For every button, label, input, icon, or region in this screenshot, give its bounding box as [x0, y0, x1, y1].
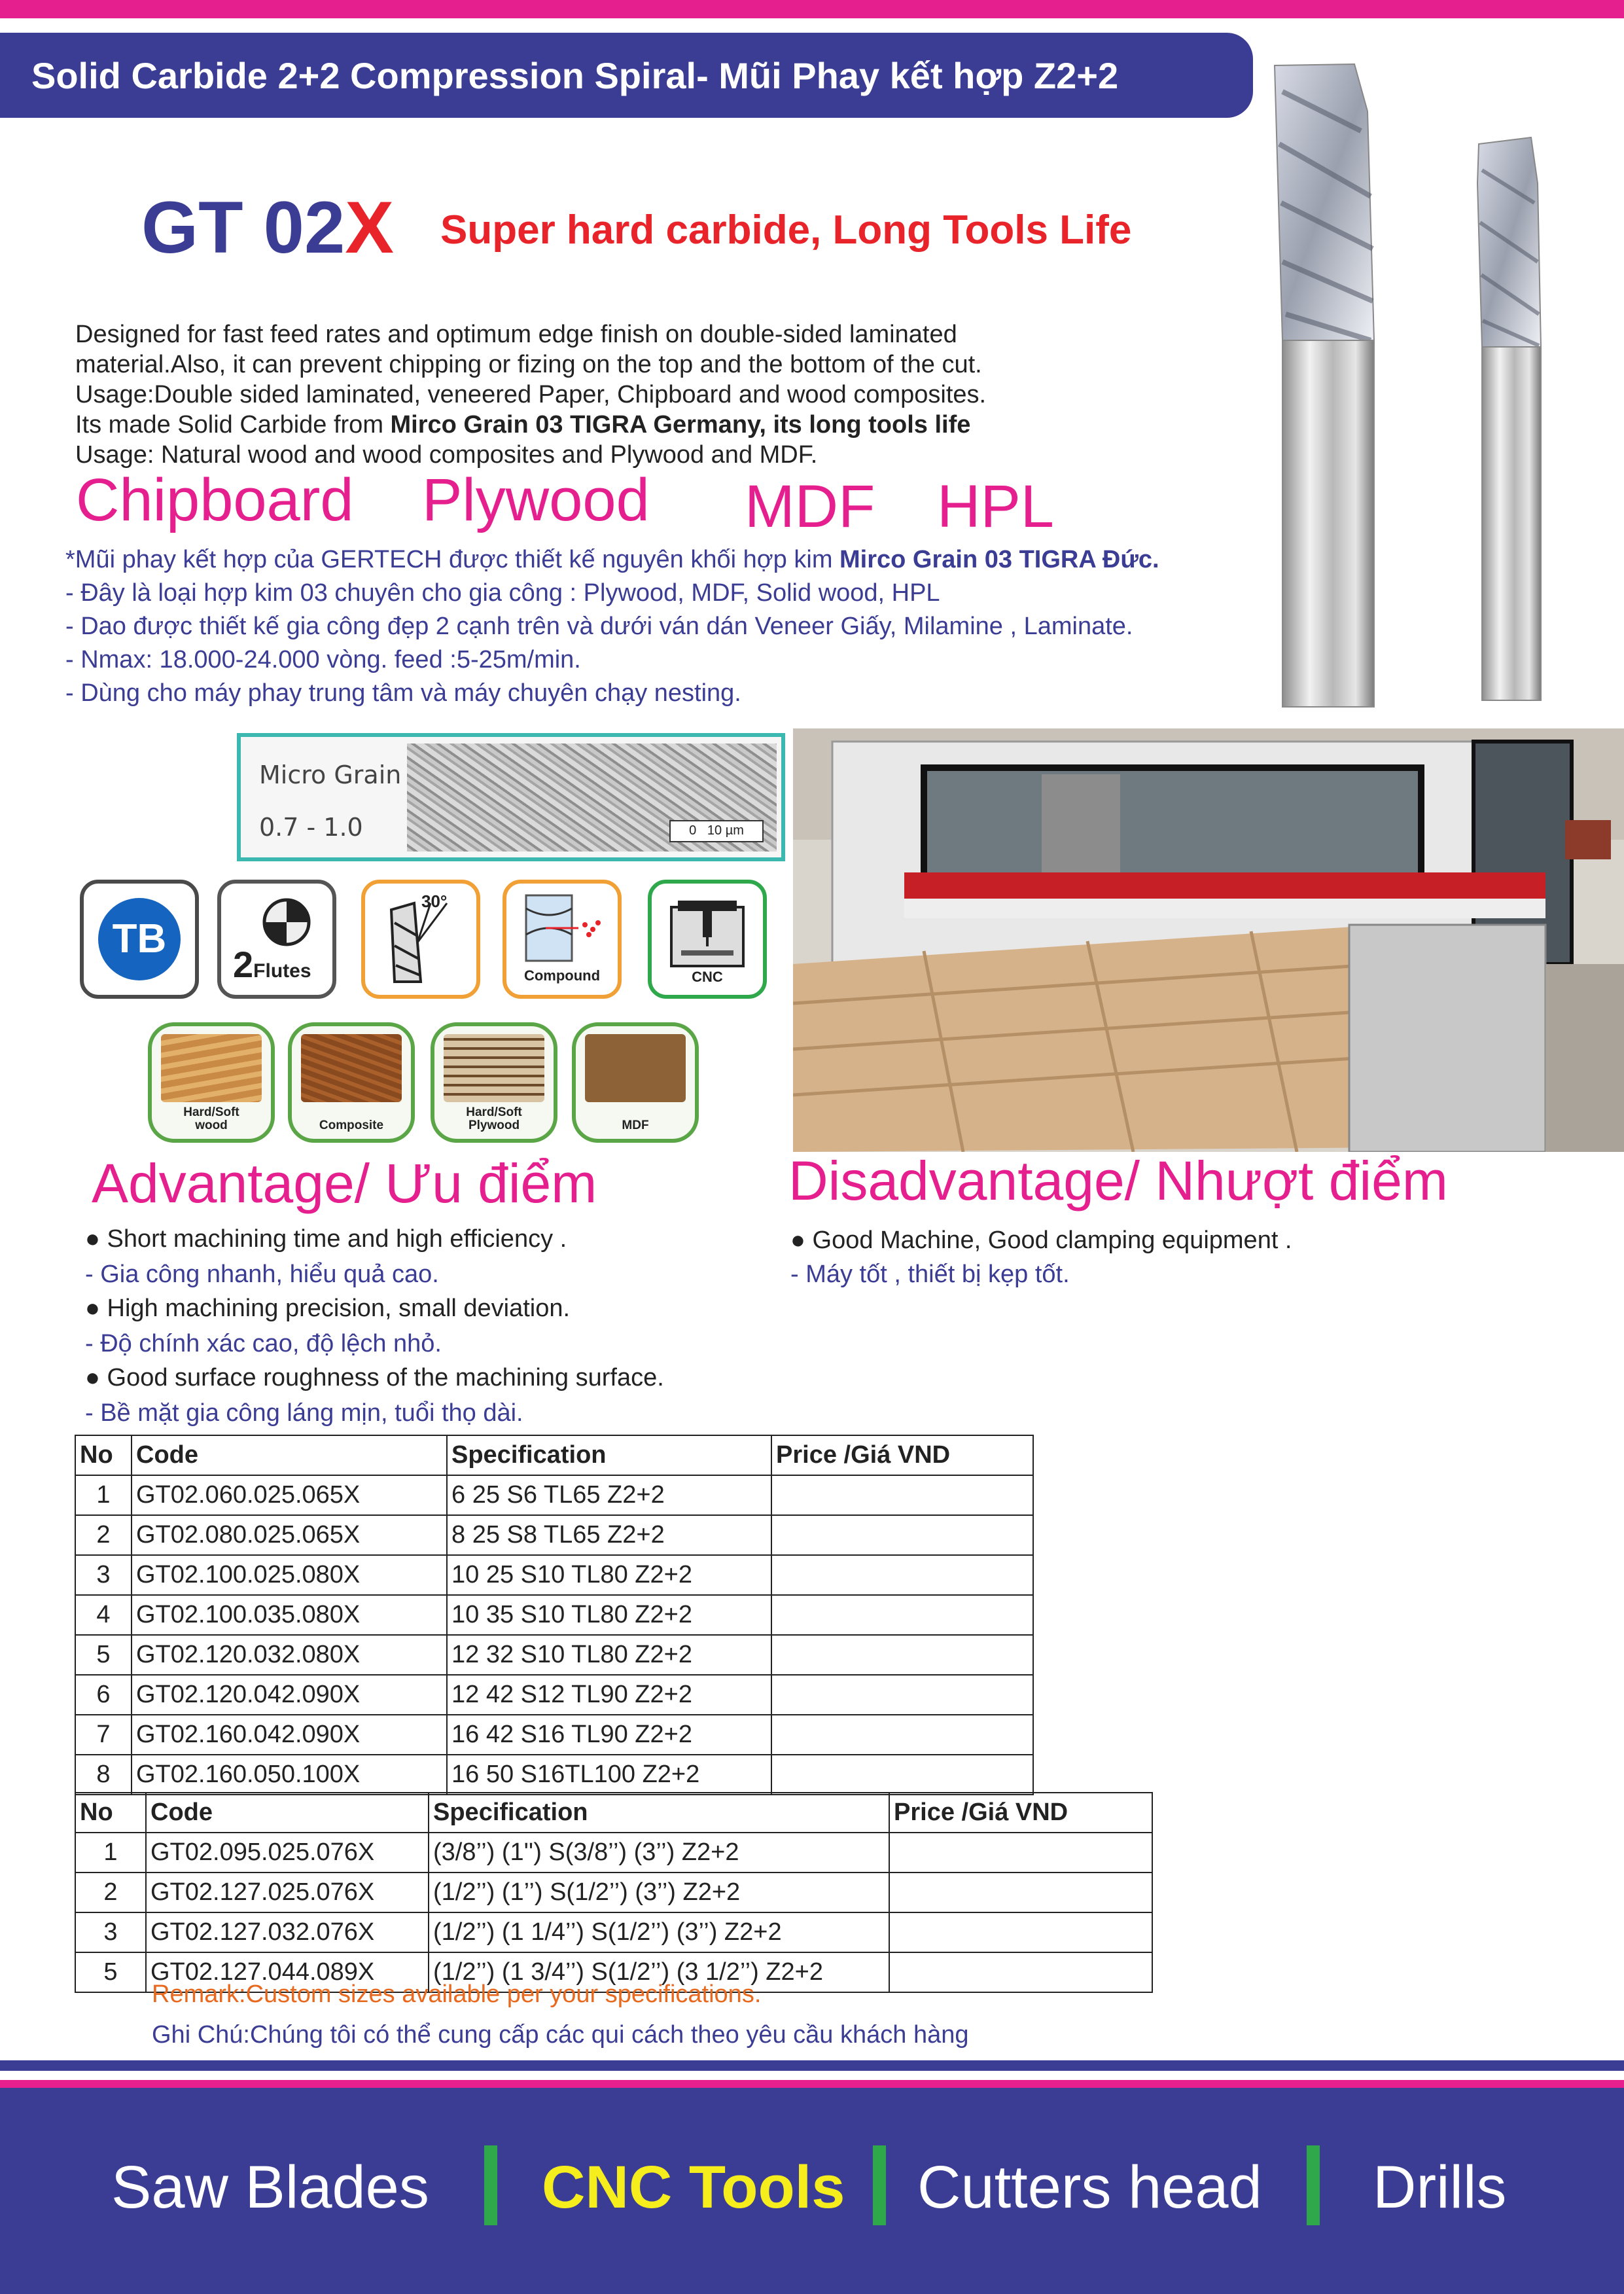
- product-code-main: GT 02: [141, 187, 345, 268]
- table-header-row: [75, 1793, 1152, 1833]
- advantage-item-en: ● High machining precision, small deviation.: [85, 1295, 571, 1322]
- cell-price: [771, 1755, 1033, 1795]
- table-row: [75, 1755, 1033, 1795]
- material-icon-mdf: [572, 1022, 699, 1143]
- two-flutes-text: Flutes: [253, 960, 311, 982]
- cell-code: GT02.160.050.100X: [132, 1755, 447, 1795]
- material-chipboard: Chipboard: [76, 467, 354, 533]
- material-icon-hardsoft-wood: [148, 1022, 275, 1143]
- two-flutes-icon: [217, 880, 336, 999]
- product-code: [141, 187, 394, 268]
- cell-code: GT02.127.044.089X: [146, 1952, 429, 1992]
- material-icon-composite: [288, 1022, 415, 1143]
- cell-price: [771, 1675, 1033, 1715]
- material-plywood: Plywood: [422, 467, 650, 533]
- micro-grain-range: 0.7 - 1.0: [259, 813, 363, 842]
- col-header-no: No: [75, 1435, 132, 1475]
- cell-no: 1: [75, 1475, 132, 1515]
- table-row: [75, 1675, 1033, 1715]
- col-header-specification: Specification: [447, 1435, 771, 1475]
- cnc-icon: [648, 880, 767, 999]
- table-row: [75, 1912, 1152, 1952]
- cell-no: 5: [75, 1635, 132, 1675]
- micro-grain-label: Micro Grain: [259, 761, 402, 789]
- disadvantage-heading: Disadvantage/ Nhượt điểm: [788, 1150, 1448, 1211]
- compound-icon: [503, 880, 622, 999]
- footer-item-saw-blades[interactable]: Saw Blades: [111, 2154, 429, 2221]
- description-line: Designed for fast feed rates and optimum edge finish on double-sided laminated: [75, 321, 957, 348]
- micro-grain-scale: [669, 820, 764, 842]
- advantage-item-vn: - Gia công nhanh, hiểu quả cao.: [85, 1261, 439, 1288]
- advantage-item-en: ● Short machining time and high efficiency .: [85, 1225, 567, 1253]
- remark-text: Remark:Custom sizes available per your specifications.: [152, 1980, 762, 2008]
- caption-line: wood: [195, 1119, 228, 1132]
- material-icon-caption: Composite: [319, 1119, 384, 1132]
- col-header-specification: Specification: [429, 1793, 889, 1833]
- cell-no: 2: [75, 1873, 146, 1912]
- cell-spec: 10 25 S10 TL80 Z2+2: [447, 1555, 771, 1595]
- material-icon-caption: MDF: [622, 1119, 649, 1132]
- cell-code: GT02.160.042.090X: [132, 1715, 447, 1755]
- vn-line1-prefix: *Mũi phay kết hợp của GERTECH được thiết kế nguyên khối hợp kim: [65, 546, 840, 573]
- advantage-heading: Advantage/ Ưu điểm: [92, 1153, 597, 1214]
- cell-no: 8: [75, 1755, 132, 1795]
- cell-spec: (1/2’’) (1 1/4’’) S(1/2’’) (3’’) Z2+2: [429, 1912, 889, 1952]
- cell-code: GT02.100.035.080X: [132, 1595, 447, 1635]
- compound-label: Compound: [523, 967, 601, 984]
- description-line: material.Also, it can prevent chipping or fizing on the top and the bottom of the cut.: [75, 351, 982, 378]
- caption-line: Plywood: [468, 1119, 520, 1132]
- top-accent-bar: [0, 0, 1624, 18]
- cell-code: GT02.120.032.080X: [132, 1635, 447, 1675]
- cell-spec: (1/2’’) (1 3/4’’) S(1/2’’) (3 1/2’’) Z2+2: [429, 1952, 889, 1992]
- footer-separator: [873, 2145, 886, 2225]
- description-line4-prefix: Its made Solid Carbide from: [75, 411, 391, 439]
- vn-line: - Nmax: 18.000-24.000 vòng. feed :5-25m/min.: [65, 646, 581, 673]
- vn-line: [65, 543, 1309, 577]
- product-tagline: Super hard carbide, Long Tools Life: [440, 207, 1132, 253]
- ghi-chu-text: Ghi Chú:Chúng tôi có thể cung cấp các qui cách theo yêu cầu khách hàng: [152, 2021, 969, 2049]
- cell-spec: 6 25 S6 TL65 Z2+2: [447, 1475, 771, 1515]
- cell-price: [889, 1833, 1152, 1873]
- footer-item-cnc-tools[interactable]: CNC Tools: [542, 2154, 845, 2221]
- micro-grain-box: [237, 733, 785, 861]
- col-header-code: Code: [132, 1435, 447, 1475]
- cell-code: GT02.100.025.080X: [132, 1555, 447, 1595]
- material-icon-hardsoft-plywood: [431, 1022, 557, 1143]
- description-line4-bold: Mirco Grain 03 TIGRA Germany, its long tools life: [390, 411, 971, 439]
- vn-line1-bold: Mirco Grain 03 TIGRA Đức.: [839, 546, 1159, 573]
- helix-angle-label: 30°: [421, 891, 448, 911]
- cell-price: [889, 1952, 1152, 1992]
- cell-price: [771, 1515, 1033, 1555]
- cell-no: 6: [75, 1675, 132, 1715]
- disadvantage-item-vn: - Máy tốt , thiết bị kẹp tốt.: [790, 1261, 1070, 1288]
- cell-no: 3: [75, 1555, 132, 1595]
- metric-spec-table: [75, 1435, 1034, 1795]
- cell-code: GT02.095.025.076X: [146, 1833, 429, 1873]
- tb-coating-icon: [80, 880, 199, 999]
- cell-price: [889, 1873, 1152, 1912]
- table-row: [75, 1475, 1033, 1515]
- disadvantage-item-en: ● Good Machine, Good clamping equipment .: [790, 1227, 1292, 1254]
- col-header-price: Price /Giá VND: [771, 1435, 1033, 1475]
- cell-no: 3: [75, 1912, 146, 1952]
- description-line: Usage: Natural wood and wood composites and Plywood and MDF.: [75, 441, 818, 469]
- table-row: [75, 1635, 1033, 1675]
- material-mdf: MDF: [745, 473, 875, 540]
- inch-spec-table: [75, 1792, 1153, 1993]
- col-header-price: Price /Giá VND: [889, 1793, 1152, 1833]
- cell-no: 1: [75, 1833, 146, 1873]
- cell-spec: (3/8’’) (1'') S(3/8’’) (3’’) Z2+2: [429, 1833, 889, 1873]
- footer-separator: [484, 2145, 497, 2225]
- cell-price: [889, 1912, 1152, 1952]
- cell-code: GT02.127.025.076X: [146, 1873, 429, 1912]
- cell-spec: 12 32 S10 TL80 Z2+2: [447, 1635, 771, 1675]
- cell-price: [771, 1555, 1033, 1595]
- col-header-code: Code: [146, 1793, 429, 1833]
- table-row: [75, 1873, 1152, 1912]
- scale-right: 10 µm: [707, 823, 744, 838]
- cell-no: 2: [75, 1515, 132, 1555]
- cell-no: 4: [75, 1595, 132, 1635]
- cnc-machine-photo: [793, 728, 1624, 1152]
- cell-spec: 16 50 S16TL100 Z2+2: [447, 1755, 771, 1795]
- two-flutes-caption: [233, 943, 332, 986]
- table-row: [75, 1515, 1033, 1555]
- cell-spec: 16 42 S16 TL90 Z2+2: [447, 1715, 771, 1755]
- table-row: [75, 1555, 1033, 1595]
- caption-line: Hard/Soft: [183, 1105, 239, 1119]
- footer-item-cutters-head[interactable]: Cutters head: [917, 2154, 1262, 2221]
- cell-code: GT02.120.042.090X: [132, 1675, 447, 1715]
- footer-separator: [1307, 2145, 1320, 2225]
- header-title: Solid Carbide 2+2 Compression Spiral- Mũi Phay kết hợp Z2+2: [31, 54, 1119, 96]
- description-line: [75, 410, 1188, 440]
- material-hpl: HPL: [937, 473, 1054, 540]
- helix-angle-icon: [361, 880, 480, 999]
- description-vn: [65, 543, 1309, 710]
- footer-item-drills[interactable]: Drills: [1373, 2154, 1507, 2221]
- cell-price: [771, 1475, 1033, 1515]
- description-line: Usage:Double sided laminated, veneered Paper, Chipboard and wood composites.: [75, 381, 987, 408]
- cnc-label: CNC: [692, 969, 723, 985]
- cell-code: GT02.060.025.065X: [132, 1475, 447, 1515]
- material-icon-caption: [152, 1106, 271, 1132]
- vn-line: - Dùng cho máy phay trung tâm và máy chuyên chạy nesting.: [65, 679, 741, 707]
- cell-spec: 10 35 S10 TL80 Z2+2: [447, 1595, 771, 1635]
- cell-spec: 8 25 S8 TL65 Z2+2: [447, 1515, 771, 1555]
- cell-price: [771, 1595, 1033, 1635]
- table-row: [75, 1715, 1033, 1755]
- table-row: [75, 1833, 1152, 1873]
- vn-line: - Đây là loại hợp kim 03 chuyên cho gia công : Plywood, MDF, Solid wood, HPL: [65, 579, 940, 607]
- cell-spec: (1/2’’) (1’’) S(1/2’’) (3’’) Z2+2: [429, 1873, 889, 1912]
- cell-code: GT02.127.032.076X: [146, 1912, 429, 1952]
- table-row: [75, 1595, 1033, 1635]
- footer-pink-line: [0, 2080, 1624, 2088]
- advantage-item-vn: - Bề mặt gia công láng mịn, tuổi thọ dài.: [85, 1399, 523, 1427]
- cell-no: 5: [75, 1952, 146, 1992]
- advantage-item-en: ● Good surface roughness of the machining surface.: [85, 1364, 664, 1391]
- product-bits-image: [1263, 52, 1624, 726]
- cell-spec: 12 42 S12 TL90 Z2+2: [447, 1675, 771, 1715]
- table-header-row: [75, 1435, 1033, 1475]
- col-header-no: No: [75, 1793, 146, 1833]
- footer-top-navy-line: [0, 2060, 1624, 2071]
- cell-code: GT02.080.025.065X: [132, 1515, 447, 1555]
- caption-line: Hard/Soft: [466, 1105, 522, 1119]
- material-icon-caption: [434, 1106, 554, 1132]
- product-code-suffix: X: [345, 187, 394, 268]
- scale-left: 0: [689, 823, 697, 838]
- cell-no: 7: [75, 1715, 132, 1755]
- description-en: [75, 319, 1188, 470]
- two-flutes-number: 2: [233, 944, 254, 985]
- cell-price: [771, 1715, 1033, 1755]
- micro-grain-texture: [407, 744, 777, 851]
- advantage-item-vn: - Độ chính xác cao, độ lệch nhỏ.: [85, 1330, 442, 1357]
- vn-line: - Dao được thiết kế gia công đẹp 2 cạnh trên và dưới ván dán Veneer Giấy, Milamine , Laminate.: [65, 613, 1133, 640]
- cell-price: [771, 1635, 1033, 1675]
- tb-label: TB: [98, 898, 181, 980]
- header-title-bar: [0, 33, 1253, 118]
